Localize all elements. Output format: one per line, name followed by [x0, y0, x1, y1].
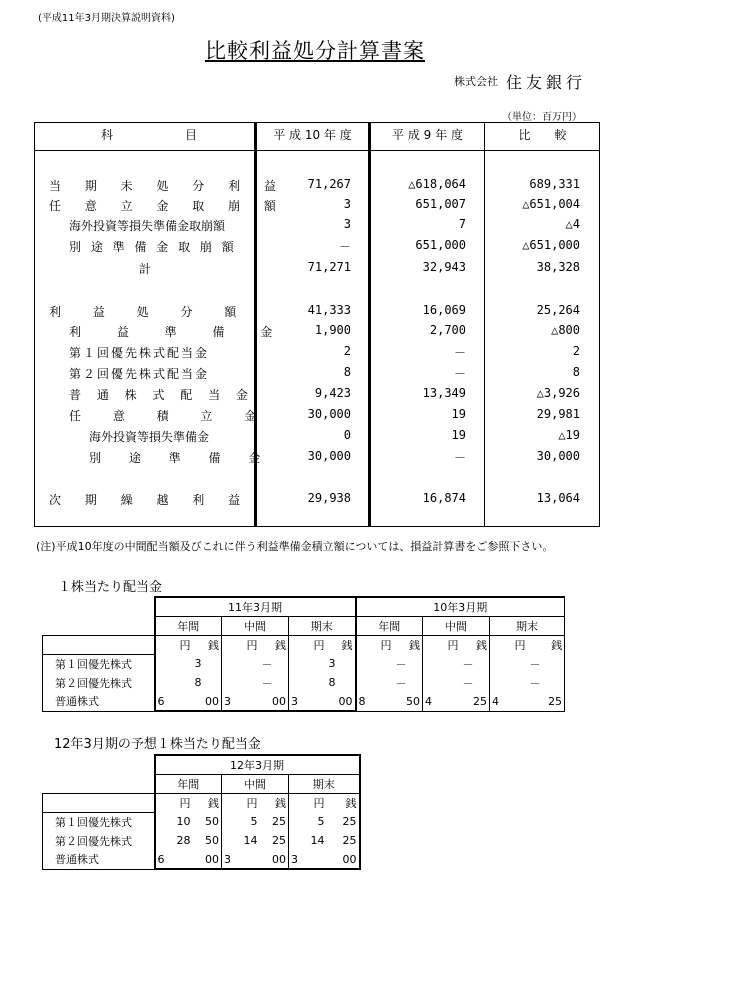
dividend-yen [222, 654, 260, 673]
value-fy10: 9,423 [314, 386, 351, 400]
dividend-yen [289, 654, 327, 673]
dividend-yen: 28 [155, 831, 193, 850]
dividend-sen: － [260, 654, 289, 673]
subperiod-header: 中間 [222, 616, 289, 635]
blank-cell [43, 774, 155, 793]
column-header-diff: 比 較 [518, 128, 567, 142]
unit-label: （単位：百万円） [502, 112, 582, 123]
value-fy9: － [453, 451, 466, 465]
statement-row-label: 第１回優先株式配当金 [69, 346, 210, 360]
dividend-sen: 25 [260, 831, 289, 850]
appropriation-statement-table [34, 122, 600, 527]
value-diff: 38,328 [536, 260, 580, 274]
dividend-sen: 8 [327, 673, 356, 692]
value-diff: △651,000 [522, 238, 580, 252]
dividend-yen [423, 654, 461, 673]
dividend-sen: － [528, 654, 565, 673]
value-fy10: 41,333 [307, 303, 351, 317]
dividend-table [42, 596, 565, 712]
unit-yen: 円 [155, 793, 193, 812]
dividend-sen: － [461, 654, 490, 673]
value-fy10: － [338, 240, 351, 254]
footnote: (注)平成10年度の中間配当額及びこれに伴う利益準備金積立額については、損益計算書をご参照下さい。 [36, 540, 554, 553]
statement-row [35, 175, 599, 195]
subperiod-header: 期末 [289, 616, 356, 635]
subperiod-header: 期末 [490, 616, 565, 635]
period-header: 12年3月期 [155, 755, 360, 774]
unit-sen: 銭 [461, 635, 490, 654]
dividend-sen: － [394, 654, 423, 673]
value-fy10: 30,000 [307, 449, 351, 463]
dividend-sen: 50 [193, 812, 222, 831]
dividend-yen: 5 [222, 812, 260, 831]
dividend-sen: － [528, 673, 565, 692]
value-fy10: 0 [343, 428, 351, 442]
value-diff: △800 [551, 323, 580, 337]
dividend-sen: 00 [193, 692, 222, 711]
company-name: 住友銀行 [506, 73, 587, 92]
share-class-label: 普通株式 [43, 692, 155, 711]
statement-row [35, 215, 599, 235]
value-fy9: 2,700 [429, 323, 466, 337]
statement-row [35, 405, 599, 425]
dividend-sen: 25 [461, 692, 490, 711]
statement-row-label: 第２回優先株式配当金 [69, 367, 210, 381]
statement-row-label: 海外投資等損失準備金 [89, 430, 210, 444]
statement-row-label: 計 [139, 262, 152, 276]
statement-row-label: 任 意 積 立 金 [69, 409, 271, 423]
value-diff: 13,064 [536, 491, 580, 505]
dividend-sen: 25 [260, 812, 289, 831]
value-diff: 689,331 [529, 177, 580, 191]
dividend-section-title: １株当たり配当金 [58, 580, 163, 595]
table-row [43, 673, 565, 692]
value-diff: △19 [558, 428, 580, 442]
statement-row-label: 別 途 準 備 金 [89, 451, 273, 465]
value-fy9: △618,064 [408, 177, 466, 191]
unit-yen: 円 [423, 635, 461, 654]
unit-sen: 銭 [260, 635, 289, 654]
dividend-sen: － [260, 673, 289, 692]
unit-sen: 銭 [193, 635, 222, 654]
value-fy9: 651,007 [415, 197, 466, 211]
unit-sen: 銭 [260, 793, 289, 812]
dividend-yen [423, 673, 461, 692]
subperiod-header: 中間 [423, 616, 490, 635]
document-note: (平成11年3月期決算説明資料) [38, 13, 175, 24]
statement-row [35, 447, 599, 467]
unit-yen: 円 [490, 635, 528, 654]
dividend-sen: 00 [327, 850, 360, 869]
statement-row [35, 426, 599, 446]
dividend-yen [356, 654, 394, 673]
dividend-yen: 4 [490, 692, 528, 711]
dividend-sen: 00 [193, 850, 222, 869]
value-fy9: － [453, 346, 466, 360]
unit-sen: 銭 [327, 635, 356, 654]
dividend-sen: 25 [528, 692, 565, 711]
statement-row-label: 普 通 株 式 配 当 金 [69, 388, 254, 402]
unit-yen: 円 [222, 793, 260, 812]
unit-sen: 銭 [394, 635, 423, 654]
statement-row [35, 195, 599, 215]
value-diff: 25,264 [536, 303, 580, 317]
table-row [43, 831, 360, 850]
subperiod-header: 年間 [155, 774, 222, 793]
dividend-sen: 25 [327, 812, 360, 831]
page-title: 比較利益処分計算書案 [205, 39, 425, 63]
header-divider [35, 150, 599, 151]
dividend-sen: 50 [394, 692, 423, 711]
dividend-yen: 10 [155, 812, 193, 831]
value-diff: △3,926 [536, 386, 580, 400]
subperiod-header: 期末 [289, 774, 360, 793]
blank-cell [43, 597, 155, 616]
dividend-sen: 00 [260, 692, 289, 711]
statement-row-label: 当 期 未 処 分 利 益 [49, 179, 286, 193]
statement-row-label: 別 途 準 備 金 取 崩 額 [69, 240, 237, 254]
value-fy9: 19 [451, 428, 466, 442]
unit-yen: 円 [155, 635, 193, 654]
statement-row [35, 258, 599, 278]
statement-row [35, 384, 599, 404]
value-fy10: 30,000 [307, 407, 351, 421]
unit-yen: 円 [289, 793, 327, 812]
statement-row [35, 236, 599, 256]
value-fy10: 1,900 [314, 323, 351, 337]
unit-sen: 銭 [327, 793, 360, 812]
table-row [43, 850, 360, 869]
value-fy9: 651,000 [415, 238, 466, 252]
dividend-yen [356, 673, 394, 692]
label-header-cell [43, 635, 155, 654]
value-diff: 8 [572, 365, 580, 379]
dividend-yen: 14 [289, 831, 327, 850]
dividend-yen: 3 [222, 850, 260, 869]
value-fy10: 3 [343, 217, 351, 231]
unit-yen: 円 [222, 635, 260, 654]
dividend-sen: 25 [327, 831, 360, 850]
statement-row-label: 利 益 準 備 金 [69, 325, 289, 339]
subperiod-header: 年間 [356, 616, 423, 635]
statement-row [35, 321, 599, 341]
value-fy10: 8 [343, 365, 351, 379]
value-fy9: － [453, 367, 466, 381]
value-diff: △651,004 [522, 197, 580, 211]
value-fy9: 32,943 [422, 260, 466, 274]
value-diff: 29,981 [536, 407, 580, 421]
column-header-item: 科 目 [100, 128, 199, 142]
blank-cell [43, 616, 155, 635]
dividend-yen [222, 673, 260, 692]
dividend-yen: 3 [289, 850, 327, 869]
dividend-yen [155, 654, 193, 673]
value-fy9: 7 [458, 217, 466, 231]
unit-sen: 銭 [528, 635, 565, 654]
table-row [43, 692, 565, 711]
blank-cell [43, 755, 155, 774]
statement-row [35, 363, 599, 383]
subperiod-header: 年間 [155, 616, 222, 635]
dividend-sen: － [461, 673, 490, 692]
dividend-sen: 3 [193, 654, 222, 673]
dividend-yen [490, 673, 528, 692]
value-fy10: 71,267 [307, 177, 351, 191]
unit-yen: 円 [289, 635, 327, 654]
share-class-label: 普通株式 [43, 850, 155, 869]
table-row [43, 654, 565, 673]
dividend-sen: 00 [260, 850, 289, 869]
value-fy10: 71,271 [307, 260, 351, 274]
table-row [43, 812, 360, 831]
dividend-sen: 8 [193, 673, 222, 692]
value-fy9: 13,349 [422, 386, 466, 400]
statement-row [35, 301, 599, 321]
dividend-yen [490, 654, 528, 673]
statement-row-label: 利 益 処 分 額 [49, 305, 251, 319]
value-fy10: 29,938 [307, 491, 351, 505]
statement-row [35, 489, 599, 509]
value-fy10: 2 [343, 344, 351, 358]
dividend-yen: 3 [289, 692, 327, 711]
company-prefix: 株式会社 [454, 75, 498, 88]
subperiod-header: 中間 [222, 774, 289, 793]
statement-row [35, 342, 599, 362]
value-diff: 30,000 [536, 449, 580, 463]
period-header: 10年3月期 [356, 597, 565, 616]
label-header-cell [43, 793, 155, 812]
statement-row-label: 次 期 繰 越 利 益 [49, 493, 251, 507]
share-class-label: 第２回優先株式 [43, 831, 155, 850]
unit-yen: 円 [356, 635, 394, 654]
dividend-yen: 5 [289, 812, 327, 831]
dividend-yen: 3 [222, 692, 260, 711]
dividend-yen: 4 [423, 692, 461, 711]
value-fy9: 19 [451, 407, 466, 421]
share-class-label: 第１回優先株式 [43, 812, 155, 831]
dividend-yen [289, 673, 327, 692]
column-header-fy9: 平 成 9 年 度 [392, 128, 463, 142]
column-header-fy10: 平 成 10 年 度 [273, 128, 352, 142]
value-fy10: 3 [343, 197, 351, 211]
dividend-yen: 14 [222, 831, 260, 850]
share-class-label: 第２回優先株式 [43, 673, 155, 692]
dividend-sen: 50 [193, 831, 222, 850]
value-fy9: 16,874 [422, 491, 466, 505]
dividend-sen: 3 [327, 654, 356, 673]
value-diff: 2 [572, 344, 580, 358]
share-class-label: 第１回優先株式 [43, 654, 155, 673]
dividend-yen: 6 [155, 692, 193, 711]
value-diff: △4 [565, 217, 580, 231]
period-header: 11年3月期 [155, 597, 356, 616]
statement-row-label: 海外投資等損失準備金取崩額 [69, 219, 226, 233]
dividend-sen: － [394, 673, 423, 692]
dividend-yen: 6 [155, 850, 193, 869]
forecast-section-title: 12年3月期の予想１株当たり配当金 [54, 737, 261, 752]
statement-row-label: 任 意 立 金 取 崩 額 [49, 199, 286, 213]
dividend-yen [155, 673, 193, 692]
unit-sen: 銭 [193, 793, 222, 812]
forecast-dividend-table [42, 754, 361, 870]
dividend-sen: 00 [327, 692, 356, 711]
dividend-yen: 8 [356, 692, 394, 711]
value-fy9: 16,069 [422, 303, 466, 317]
